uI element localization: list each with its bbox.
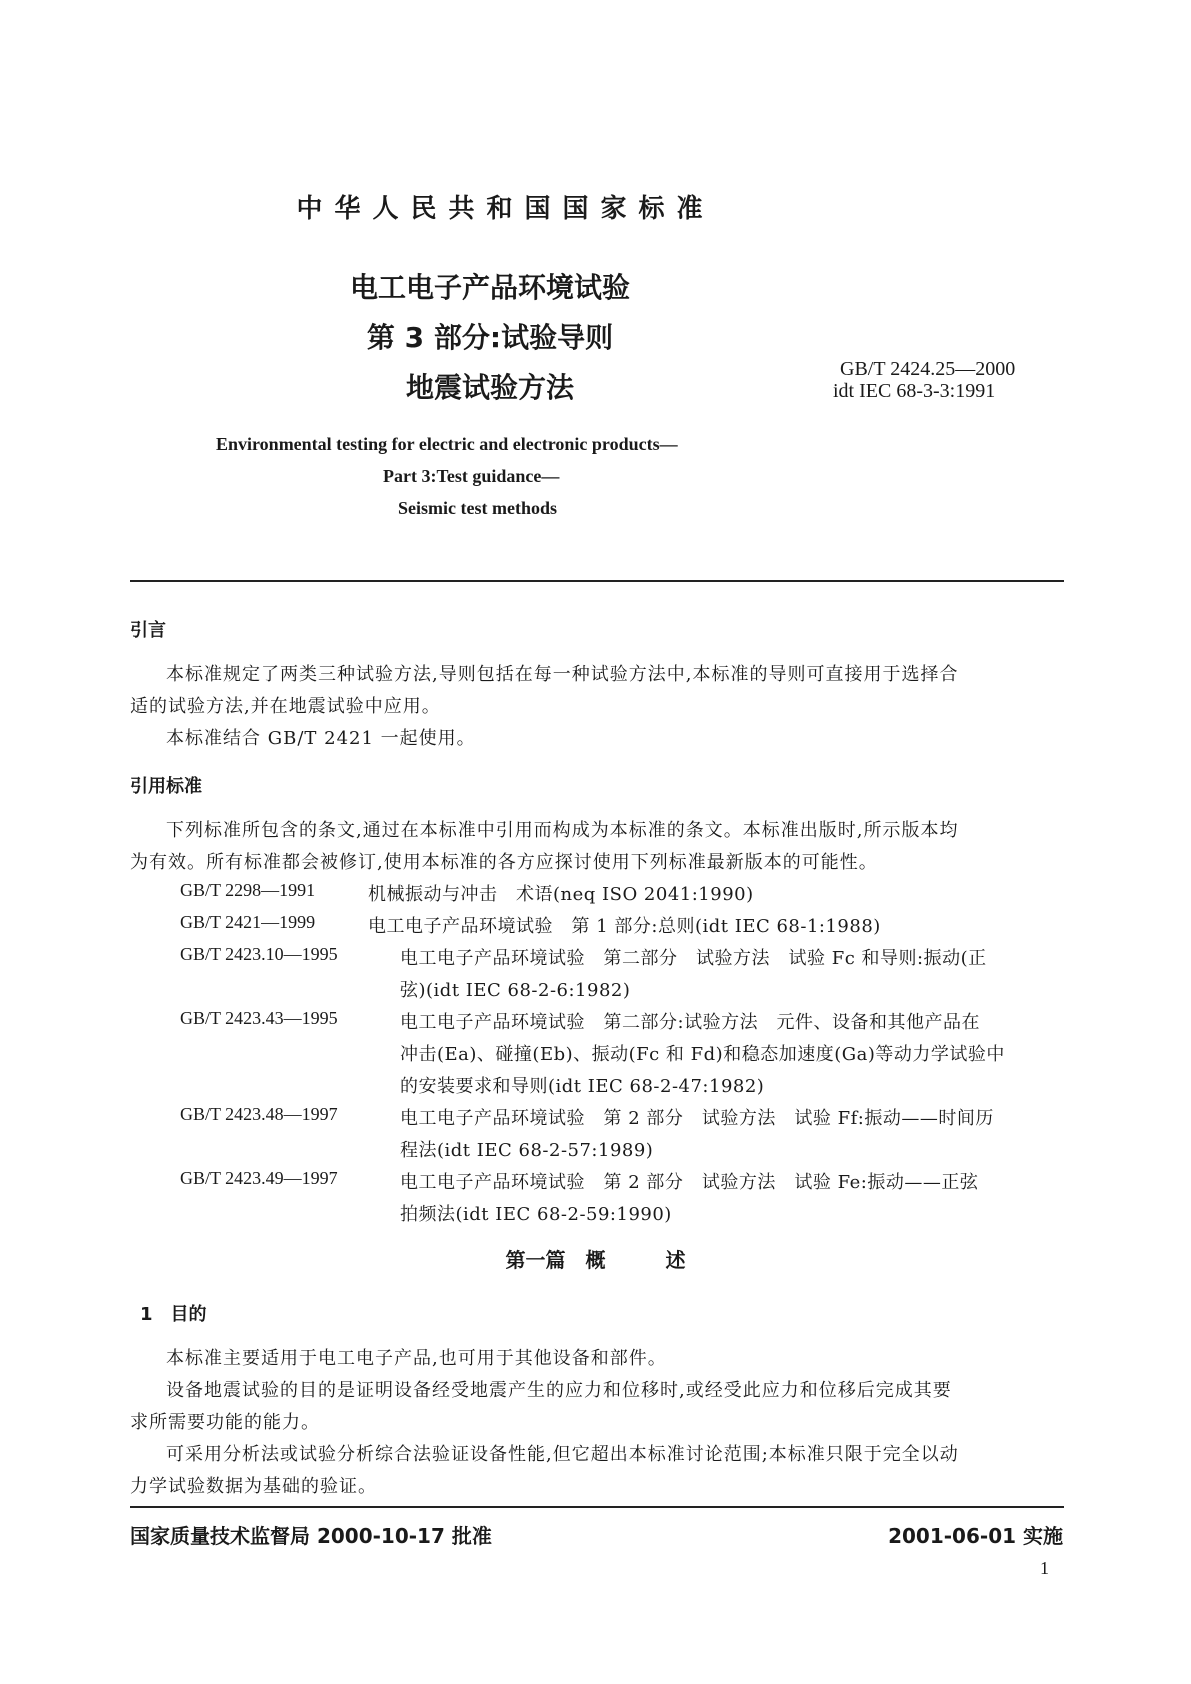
reference-code: GB/T 2423.49—1997 bbox=[180, 1168, 338, 1188]
reference-title-continued: 的安装要求和导则(idt IEC 68-2-47:1982) bbox=[400, 1076, 765, 1097]
reference-code: GB/T 2423.43—1995 bbox=[180, 1008, 338, 1028]
section-1-para-3-line-1: 可采用分析法或试验分析综合法验证设备性能,但它超出本标准讨论范围;本标准只限于完全以动 bbox=[166, 1444, 959, 1465]
cn-title-line-2: 第 3 部分:试验导则 bbox=[366, 321, 614, 354]
references-intro-line-2: 为有效。所有标准都会被修订,使用本标准的各方应探讨使用下列标准最新版本的可能性。 bbox=[130, 852, 878, 873]
section-1-para-2-line-2: 求所需要功能的能力。 bbox=[130, 1412, 320, 1433]
reference-code: GB/T 2298—1991 bbox=[180, 880, 316, 900]
references-intro-line-1: 下列标准所包含的条文,通过在本标准中引用而构成为本标准的条文。本标准出版时,所示版本均 bbox=[166, 820, 959, 841]
introduction-para-2: 本标准结合 GB/T 2421 一起使用。 bbox=[166, 728, 476, 749]
en-title-line-1: Environmental testing for electric and electronic products— bbox=[216, 434, 678, 454]
introduction-para-1-line-1: 本标准规定了两类三种试验方法,导则包括在每一种试验方法中,本标准的导则可直接用于选择合 bbox=[166, 664, 959, 685]
reference-title: 电工电子产品环境试验 第 2 部分 试验方法 试验 Ff:振动——时间历 bbox=[400, 1108, 994, 1129]
reference-title: 机械振动与冲击 术语(neq ISO 2041:1990) bbox=[368, 884, 754, 905]
reference-title-continued: 程法(idt IEC 68-2-57:1989) bbox=[400, 1140, 654, 1161]
reference-title: 电工电子产品环境试验 第二部分:试验方法 元件、设备和其他产品在 bbox=[400, 1012, 981, 1033]
effective-date: 2001-06-01 实施 bbox=[888, 1524, 1063, 1548]
introduction-para-1-line-2: 适的试验方法,并在地震试验中应用。 bbox=[130, 696, 441, 717]
standard-number: GB/T 2424.25—2000 bbox=[840, 358, 1016, 380]
reference-code: GB/T 2421—1999 bbox=[180, 912, 316, 932]
section-1-para-3-line-2: 力学试验数据为基础的验证。 bbox=[130, 1476, 377, 1497]
reference-title-continued: 冲击(Ea)、碰撞(Eb)、振动(Fc 和 Fd)和稳态加速度(Ga)等动力学试验中 bbox=[400, 1044, 1005, 1065]
reference-title-continued: 拍频法(idt IEC 68-2-59:1990) bbox=[400, 1204, 672, 1225]
en-title-line-3: Seismic test methods bbox=[398, 498, 557, 518]
section-1-para-1: 本标准主要适用于电工电子产品,也可用于其他设备和部件。 bbox=[166, 1348, 667, 1369]
header-divider bbox=[130, 580, 1064, 582]
page-number: 1 bbox=[1040, 1558, 1049, 1578]
reference-code: GB/T 2423.48—1997 bbox=[180, 1104, 338, 1124]
idt-number: idt IEC 68-3-3:1991 bbox=[833, 380, 996, 402]
national-standard-heading: 中华人民共和国国家标准 bbox=[296, 194, 715, 224]
reference-title: 电工电子产品环境试验 第 1 部分:总则(idt IEC 68-1:1988) bbox=[368, 916, 881, 937]
section-1-para-2-line-1: 设备地震试验的目的是证明设备经受地震产生的应力和位移时,或经受此应力和位移后完成其要 bbox=[166, 1380, 952, 1401]
references-heading: 引用标准 bbox=[130, 776, 202, 797]
reference-title-continued: 弦)(idt IEC 68-2-6:1982) bbox=[400, 980, 631, 1001]
approval-date: 国家质量技术监督局 2000-10-17 批准 bbox=[130, 1524, 492, 1548]
introduction-heading: 引言 bbox=[130, 620, 166, 641]
en-title-line-2: Part 3:Test guidance— bbox=[383, 466, 560, 486]
cn-title-line-3: 地震试验方法 bbox=[405, 371, 574, 404]
footer-divider bbox=[130, 1506, 1064, 1508]
cn-title-line-1: 电工电子产品环境试验 bbox=[349, 271, 630, 304]
reference-title: 电工电子产品环境试验 第 2 部分 试验方法 试验 Fe:振动——正弦 bbox=[400, 1172, 979, 1193]
section-1-heading: 1 目的 bbox=[140, 1304, 207, 1325]
part-one-heading: 第一篇 概 述 bbox=[505, 1248, 686, 1272]
reference-code: GB/T 2423.10—1995 bbox=[180, 944, 338, 964]
reference-title: 电工电子产品环境试验 第二部分 试验方法 试验 Fc 和导则:振动(正 bbox=[400, 948, 987, 969]
